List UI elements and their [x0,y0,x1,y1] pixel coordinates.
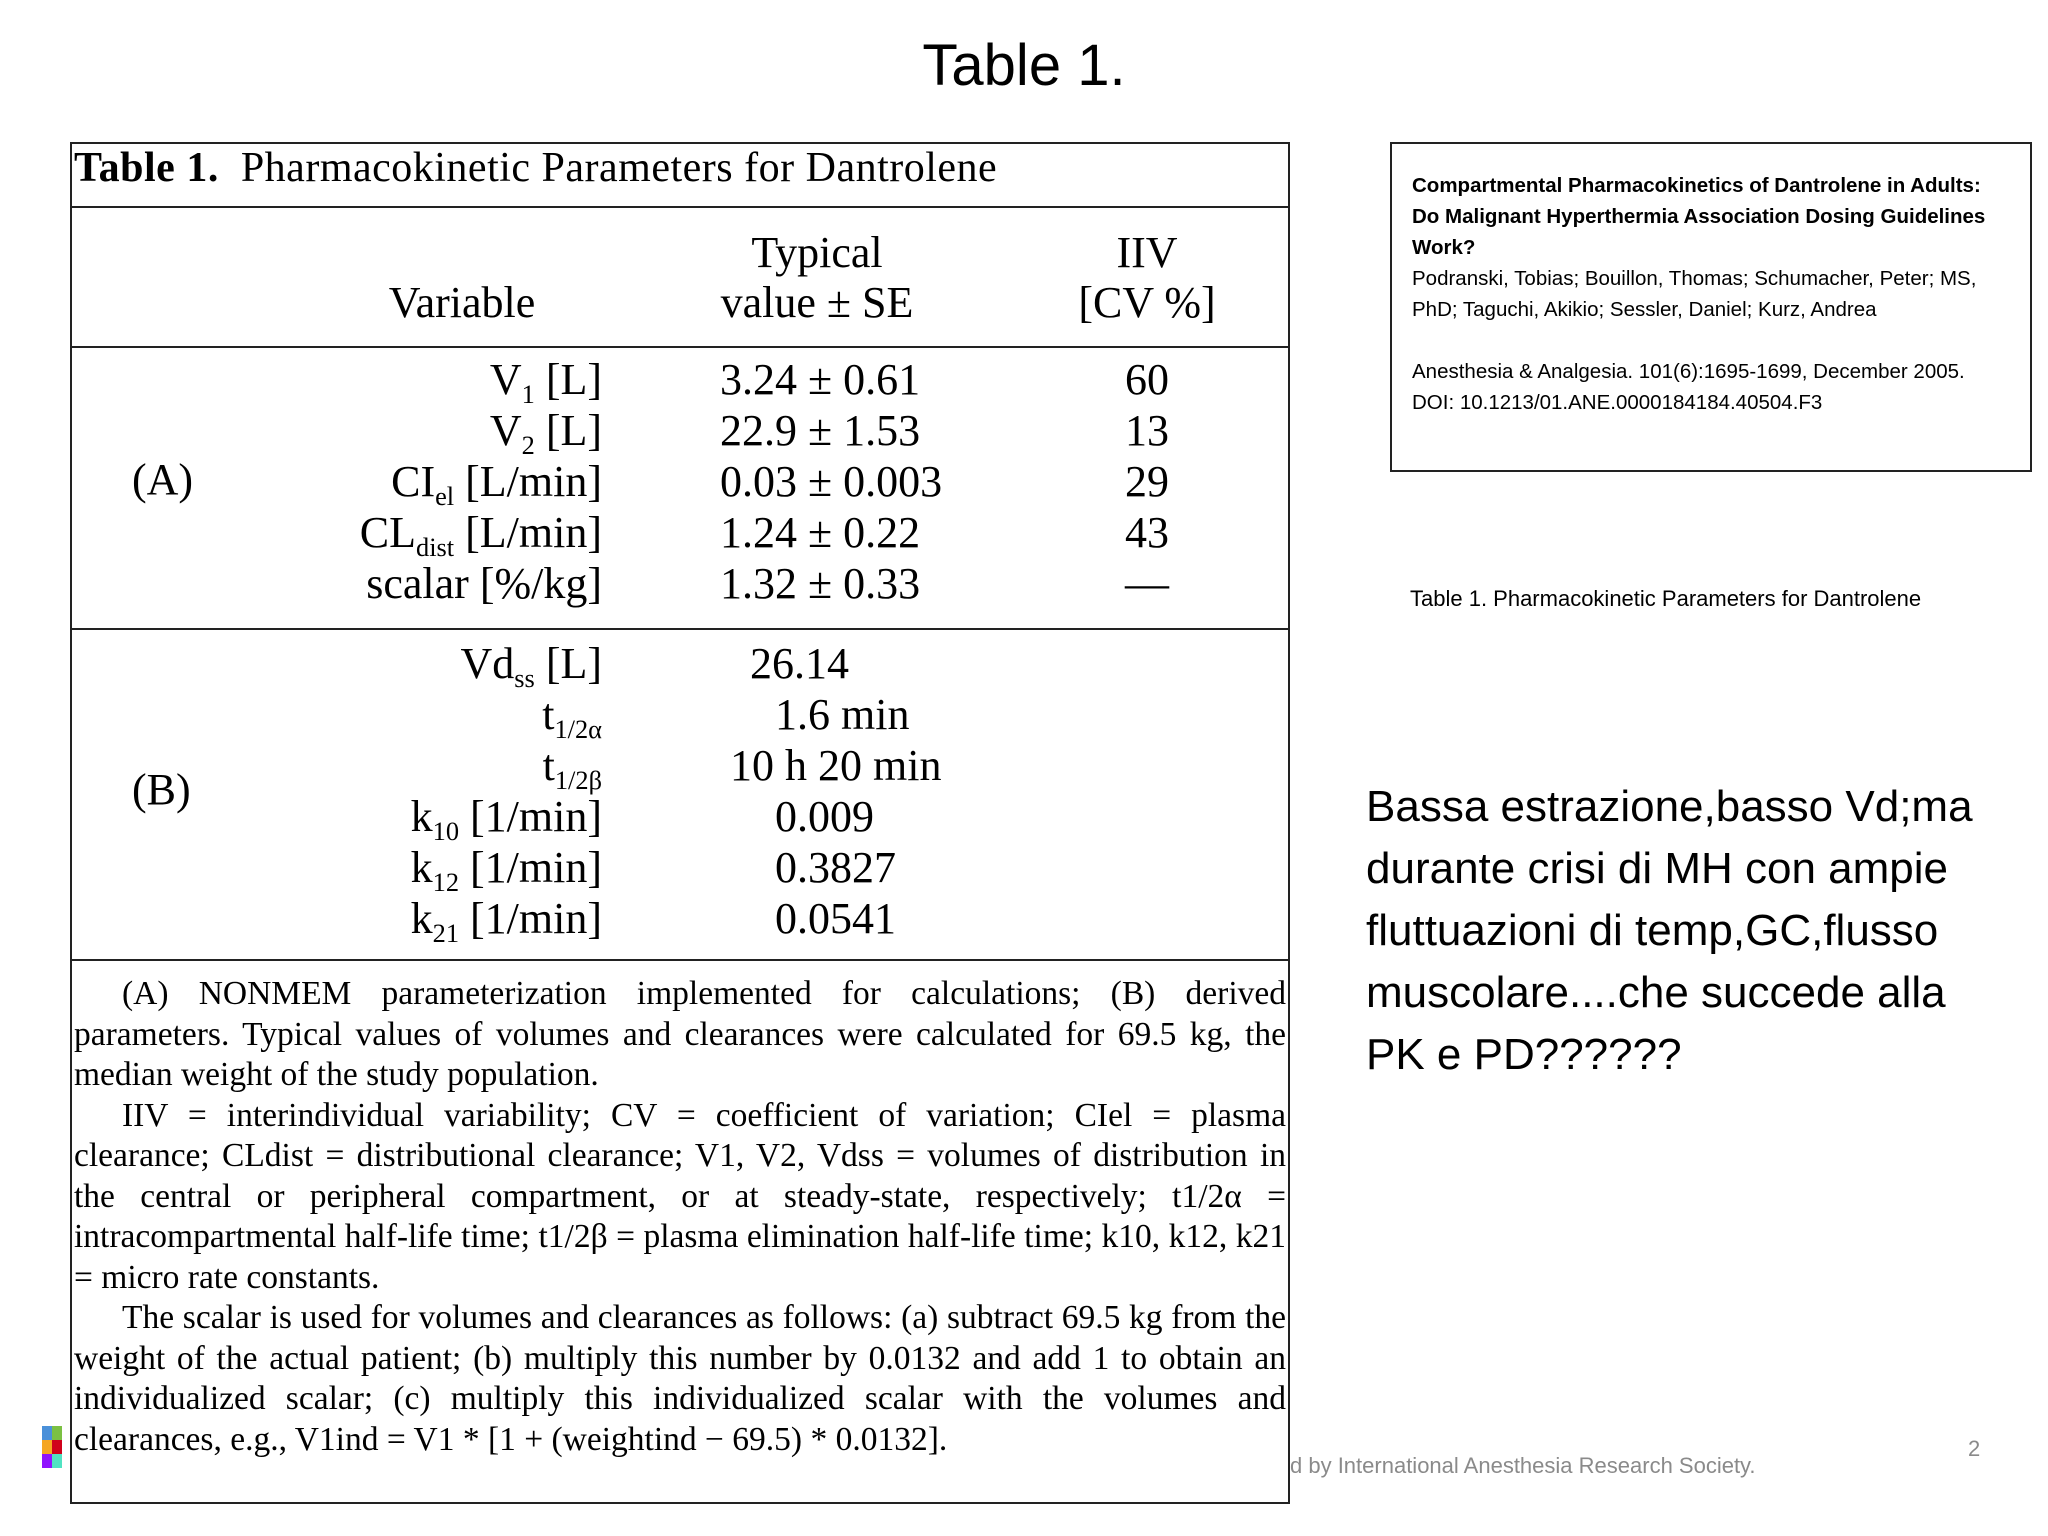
group-a-variables [252,354,602,609]
header-iiv: IIV [CV %] [1078,228,1216,327]
table-cell-value: 0.009 [775,792,874,841]
table-cell-iiv: 43 [1125,508,1169,557]
page-number: 2 [1968,1436,1981,1461]
reference-box [1390,142,2032,472]
table-cell-variable: scalar [%/kg] [366,559,602,608]
table-cell-variable: $k_{12}$ [1/min] [410,843,602,898]
table-cell-variable: $t_{1/2\alpha}$ [542,690,602,745]
group-a-values [720,354,1020,609]
table-cell-value: 22.9 ± 1.53 [720,406,921,455]
footer-text: d by International Anesthesia Research Society. [1290,1453,1756,1478]
table-cell-variable: $k_{21}$ [1/min] [410,894,602,949]
publisher-logo-icon [42,1420,76,1474]
table-image [70,142,1290,1504]
table-cell-value: 0.03 ± 0.003 [720,457,943,506]
reference-authors: Podranski, Tobias; Bouillon, Thomas; Schumacher, Peter; MS, PhD; Taguchi, Akikio; Sessler, Daniel; Kurz, Andrea [1412,267,1977,321]
table-cell-iiv: 60 [1125,355,1169,404]
table-cell-value: 0.3827 [775,843,896,892]
header-variable: Variable [388,278,536,327]
table-caption-text: Pharmacokinetic Parameters for Dantrolene [240,145,998,191]
table-cell-iiv: — [1125,559,1169,608]
table-cell-variable: $CL_{dist}$ [L/min] [359,508,602,563]
slide-title: Table 1. [922,33,1126,98]
group-a-label: (A) [132,455,194,504]
table-cell-iiv: 29 [1125,457,1169,506]
group-b-label: (B) [132,765,191,814]
group-b-values [720,638,1020,944]
rule-header [72,346,1288,348]
table-cell-value: 26.14 [750,639,849,688]
reference-title: Compartmental Pharmacokinetics of Dantrolene in Adults: Do Malignant Hyperthermia Association Dosing Guidelines Work? [1412,174,1986,259]
footnote-3: The scalar is used for volumes and clearances as follows: (a) subtract 69.5 kg from the weight of the actual patient; (b) multiply this number by 0.0132 and add 1 to obtain an individualized scalar; (c) multiply this individualized scalar with the volumes and clearances, e.g., V1ind = V1 * [1 + (weightind − 69.5) * 0.0132]. [74,1299,1286,1458]
reference-journal: Anesthesia & Analgesia. 101(6):1695-1699, December 2005. [1412,360,1965,383]
table-cell-variable: $V_2$ [L] [489,406,602,461]
group-a-iiv [1082,354,1212,609]
table-cell-iiv: 13 [1125,406,1169,455]
comment-text: Bassa estrazione,basso Vd;ma durante crisi di MH con ampie fluttuazioni di temp,GC,flusso muscolare....che succede alla PK e PD?????? [1366,782,1973,1079]
table-cell-value: 10 h 20 min [730,741,942,790]
table-cell-value: 0.0541 [775,894,896,943]
table-cell-variable: $t_{1/2\beta}$ [542,741,602,796]
header-typical: Typical value ± SE [720,228,914,327]
group-b-variables [252,638,602,949]
side-caption: Table 1. Pharmacokinetic Parameters for Dantrolene [1410,586,1922,611]
table-cell-variable: $Vd_{ss}$ [L] [460,639,602,694]
table-cell-value: 1.32 ± 0.33 [720,559,921,608]
table-cell-value: 3.24 ± 0.61 [720,355,921,404]
table-cell-value: 1.24 ± 0.22 [720,508,921,557]
reference-doi: DOI: 10.1213/01.ANE.0000184184.40504.F3 [1412,391,1823,414]
table-cell-variable: $k_{10}$ [1/min] [410,792,602,847]
table-cell-variable: $CI_{el}$ [L/min] [391,457,602,512]
table-footnotes [74,974,1286,1460]
table-cell-variable: $V_1$ [L] [489,355,602,410]
table-caption [74,144,997,192]
rule-top [72,206,1288,208]
table-caption-label: Table 1. [74,145,219,191]
footnote-2: IIV = interindividual variability; CV = coefficient of variation; CIel = plasma clearance; CLdist = distributional clearance; V1, V2, Vdss = volumes of distribution in the central or peripheral compartment, or at steady-state, respectively; t1/2α = intracompartmental half-life time; t1/2β = plasma elimination half-life time; k10, k12, k21 = micro rate constants. [74,1096,1286,1296]
rule-bottom [72,959,1288,961]
table-cell-value: 1.6 min [775,690,910,739]
footnote-1: (A) NONMEM parameterization implemented for calculations; (B) derived parameters. Typical values of volumes and clearances were calculated for 69.5 kg, the median weight of the study population. [74,975,1286,1093]
rule-mid [72,628,1288,630]
